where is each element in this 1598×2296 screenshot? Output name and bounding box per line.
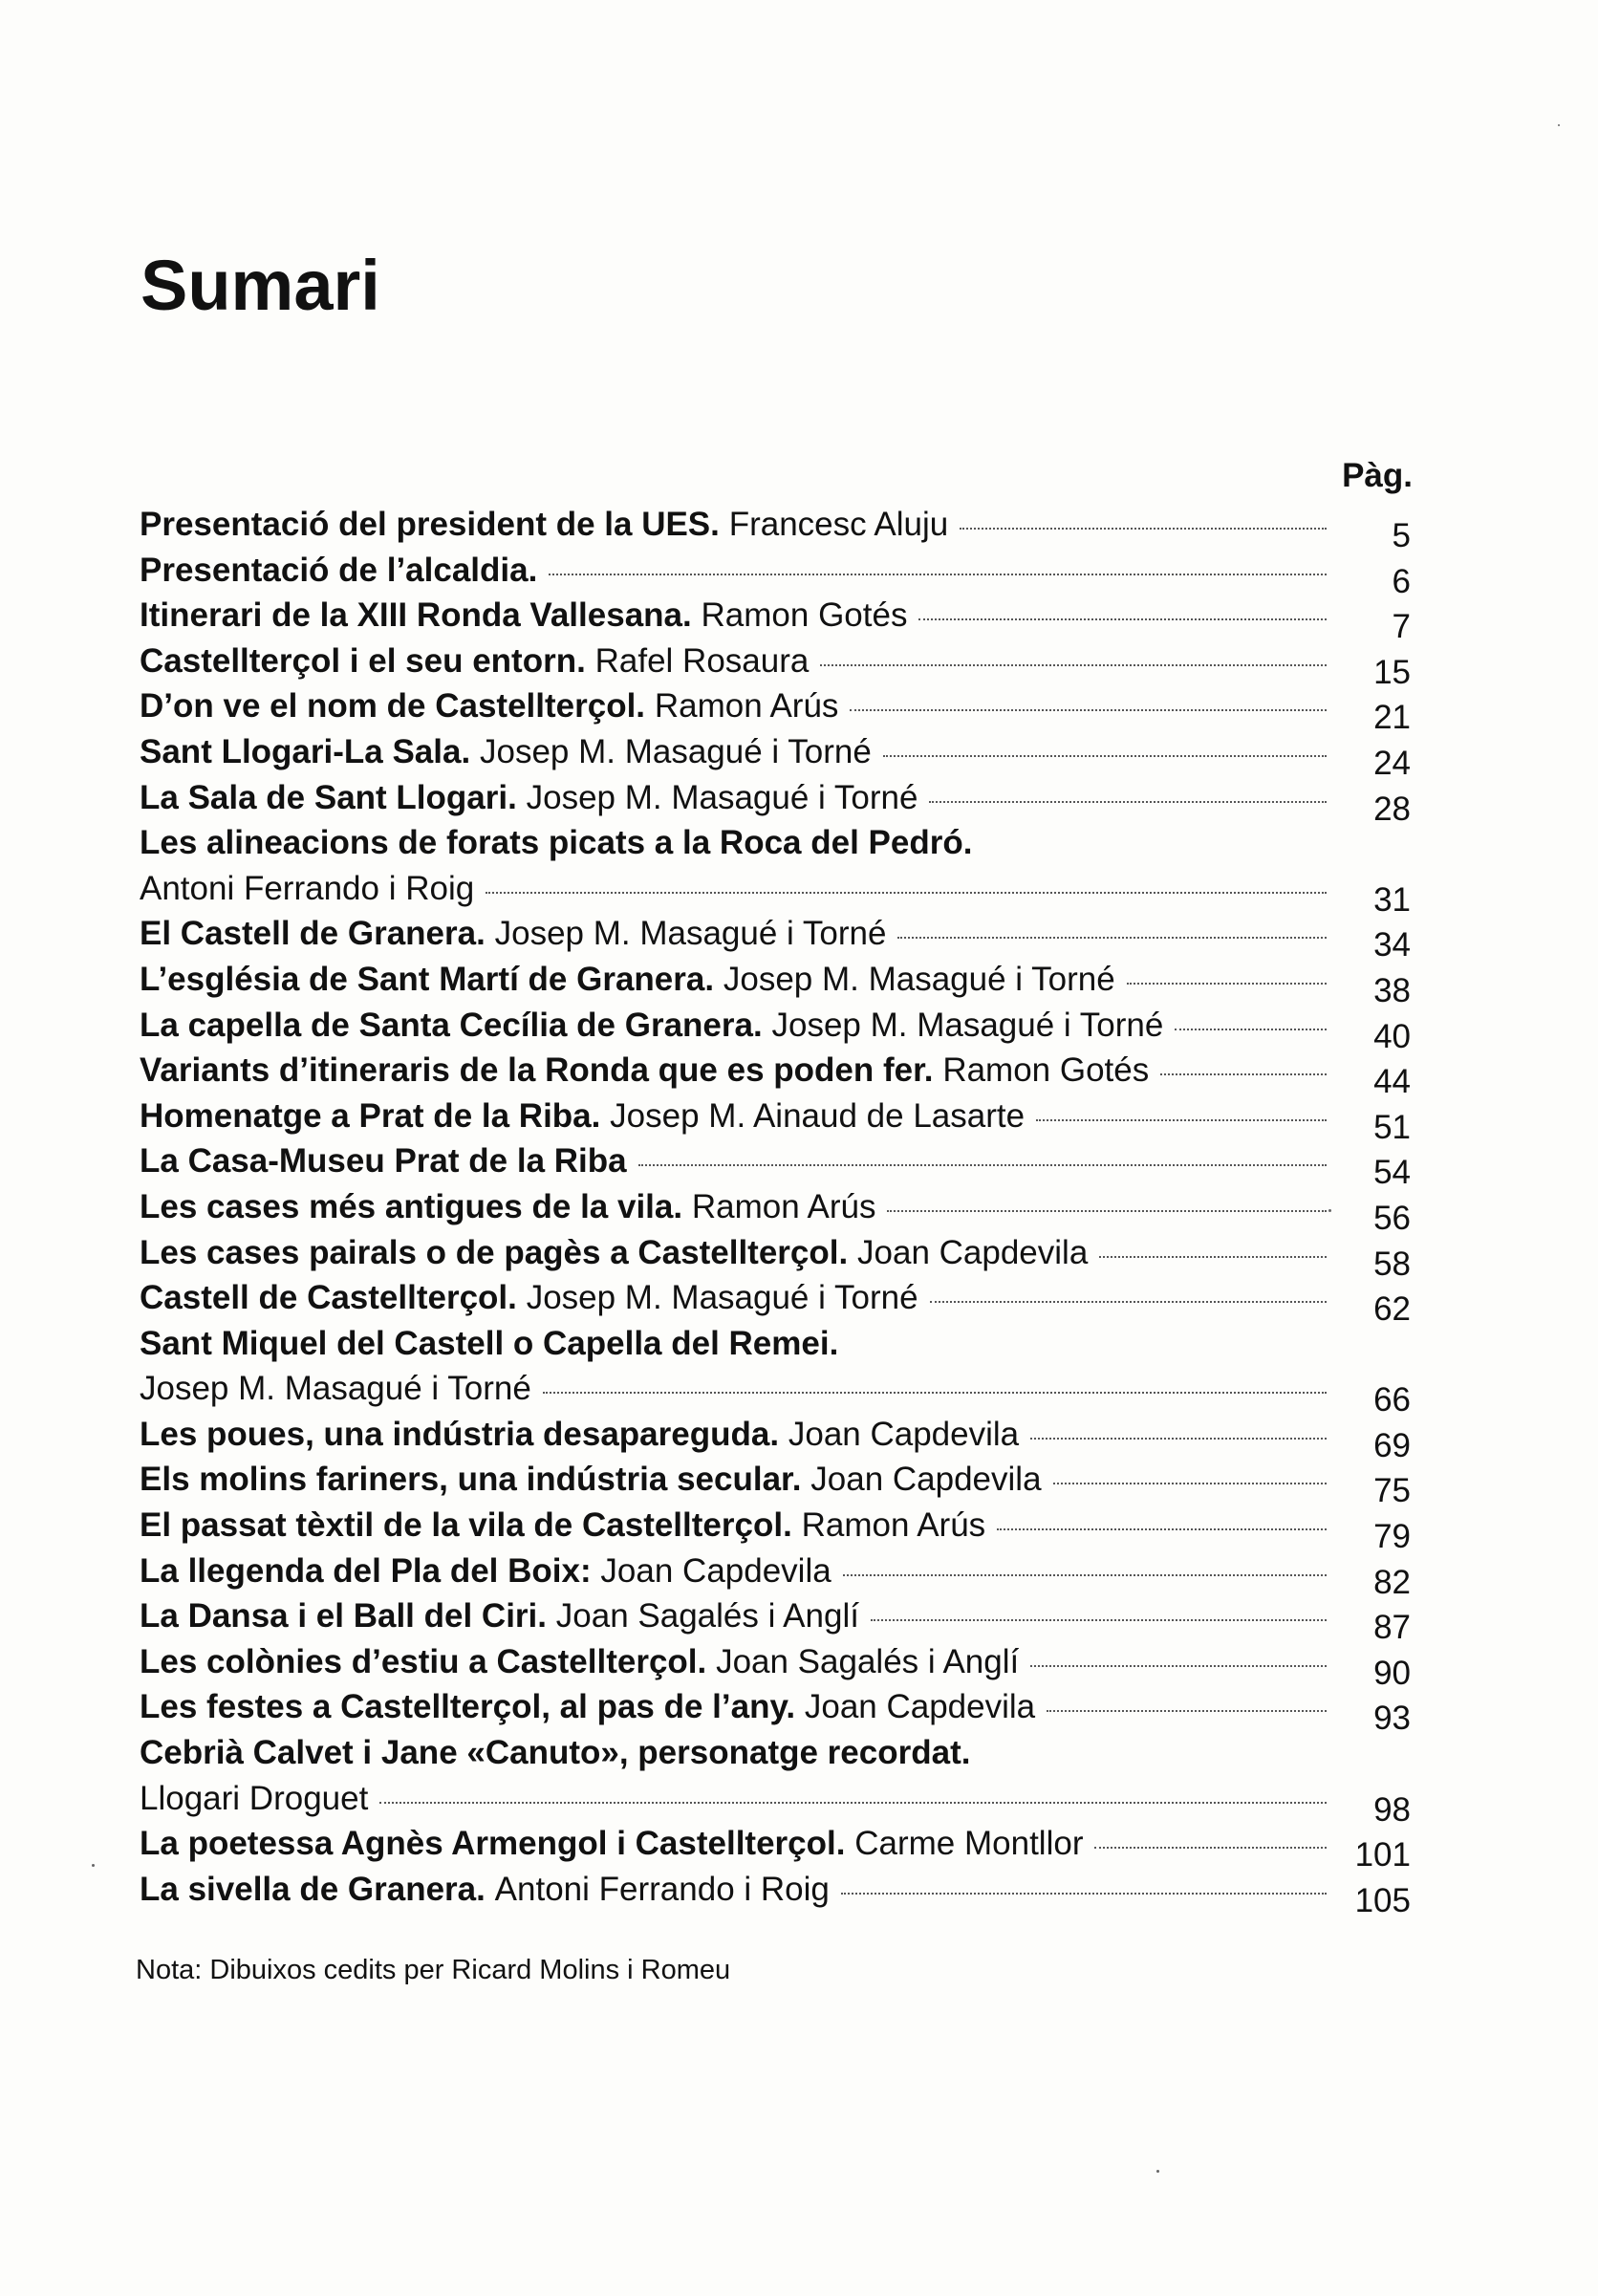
toc-entry-page: 87 (1373, 1609, 1411, 1647)
toc-entry-page: 93 (1373, 1700, 1411, 1738)
table-of-contents (140, 502, 1411, 1919)
toc-entry-title: La poetessa Agnès Armengol i Castellterçol. (140, 1825, 846, 1863)
toc-entry-text (140, 1549, 831, 1594)
toc-entry (140, 775, 1411, 828)
toc-entry-title-line (140, 1321, 1411, 1367)
dot-leader (850, 709, 1327, 711)
toc-entry-page: 79 (1373, 1518, 1411, 1556)
toc-entry-title: La Dansa i el Ball del Ciri. (140, 1597, 547, 1635)
toc-entry-author: Joan Capdevila (810, 1461, 1042, 1499)
dot-leader (820, 664, 1327, 666)
toc-entry-text (140, 639, 809, 684)
dot-leader (1175, 1029, 1327, 1030)
toc-entry-author: Francesc Aluju (728, 506, 949, 543)
toc-entry-title: La Casa-Museu Prat de la Riba (140, 1142, 627, 1180)
dot-leader (883, 755, 1327, 757)
toc-entry-page: 54 (1373, 1154, 1411, 1192)
dot-leader (997, 1528, 1327, 1530)
dot-leader (1160, 1073, 1327, 1075)
toc-entry-page: 69 (1373, 1426, 1411, 1464)
toc-entry-title: Sant Miquel del Castell o Capella del Remei. (140, 1324, 839, 1362)
toc-entry (140, 1003, 1411, 1055)
toc-entry-title: Sant Llogari-La Sala. (140, 732, 471, 770)
toc-entry-page: 101 (1354, 1836, 1411, 1874)
dot-leader (1047, 1710, 1327, 1712)
toc-entry-title: El passat tèxtil de la vila de Castellterçol. (140, 1506, 792, 1545)
toc-entry-author: Ramon Arús (691, 1187, 876, 1225)
toc-entry-title: Itinerari de la XIII Ronda Vallesana. (140, 596, 692, 635)
toc-entry-title: La Sala de Sant Llogari. (140, 778, 517, 816)
toc-entry-author: Ramon Arús (801, 1506, 986, 1545)
toc-entry-text (140, 502, 948, 548)
toc-entry (140, 1776, 1411, 1829)
toc-entry (140, 1230, 1411, 1283)
toc-entry-text (140, 1867, 830, 1913)
toc-entry-text (140, 1639, 1019, 1685)
toc-entry (140, 1684, 1411, 1738)
dot-leader (1127, 983, 1327, 985)
toc-entry-author: Antoni Ferrando i Roig (140, 869, 475, 907)
toc-entry-text (140, 1184, 875, 1230)
toc-entry-text (140, 1230, 1088, 1276)
toc-entry (140, 1094, 1411, 1146)
toc-entry-page: 28 (1373, 790, 1411, 828)
toc-entry-page: 75 (1373, 1472, 1411, 1510)
toc-entry-author: Joan Capdevila (804, 1688, 1036, 1726)
toc-entry-text (140, 1094, 1025, 1139)
toc-entry-author: Josep M. Masagué i Torné (723, 960, 1115, 998)
toc-entry-text (140, 911, 886, 957)
toc-entry-title-line (140, 1730, 1411, 1776)
toc-entry (140, 1503, 1411, 1556)
toc-entry (140, 1457, 1411, 1510)
dot-leader (638, 1164, 1327, 1166)
toc-entry (140, 1639, 1411, 1692)
toc-entry-page: 51 (1373, 1108, 1411, 1146)
toc-entry-text (140, 1412, 1019, 1458)
toc-entry-author: Josep M. Masagué i Torné (526, 778, 918, 816)
toc-entry (140, 593, 1411, 646)
toc-entry-text (140, 1457, 1042, 1503)
toc-entry-title: D’on ve el nom de Castellterçol. (140, 687, 646, 726)
toc-entry-text (140, 548, 537, 594)
toc-entry-page: 62 (1373, 1290, 1411, 1329)
dot-leader (1099, 1256, 1327, 1258)
toc-entry-page: 7 (1392, 608, 1411, 646)
toc-entry-title: Les cases més antigues de la vila. (140, 1187, 683, 1225)
toc-entry-title: Les colònies d’estiu a Castellterçol. (140, 1642, 707, 1680)
toc-entry-text (140, 683, 838, 729)
toc-entry-author: Josep M. Ainaud de Lasarte (610, 1096, 1026, 1135)
toc-entry-text (140, 957, 1115, 1003)
toc-entry (140, 1593, 1411, 1647)
toc-entry-title: Cebrià Calvet i Jane «Canuto», personatge recordat. (140, 1734, 971, 1772)
toc-entry-page: 31 (1373, 880, 1411, 919)
toc-entry (140, 1549, 1411, 1601)
toc-entry-author: Ramon Arús (654, 687, 839, 726)
toc-entry-text (140, 1275, 918, 1321)
dot-leader (549, 574, 1327, 575)
toc-entry-title: La sivella de Granera. (140, 1870, 486, 1908)
dot-leader (1036, 1119, 1327, 1121)
toc-entry-title: Les alineacions de forats picats a la Roca del Pedró. (140, 824, 973, 862)
page-column-header: Pàg. (1342, 457, 1413, 494)
toc-entry-page: 82 (1373, 1563, 1411, 1601)
toc-entry (140, 639, 1411, 691)
toc-entry-title: Les poues, una indústria desapareguda. (140, 1415, 780, 1453)
toc-entry-page: 6 (1392, 562, 1411, 600)
toc-entry-text (140, 1593, 859, 1639)
toc-entry-title: Homenatge a Prat de la Riba. (140, 1096, 601, 1135)
toc-entry-title: Les cases pairals o de pagès a Castellterçol. (140, 1233, 849, 1271)
toc-entry-author: Joan Capdevila (600, 1551, 831, 1590)
toc-entry-page: 38 (1373, 971, 1411, 1009)
toc-entry-title-line (140, 820, 1411, 866)
toc-entry (140, 1138, 1411, 1192)
toc-entry-author: Joan Capdevila (788, 1415, 1020, 1453)
dot-leader (929, 801, 1327, 803)
toc-entry-author: Carme Montllor (854, 1825, 1084, 1863)
toc-entry-title: L’església de Sant Martí de Granera. (140, 960, 715, 998)
toc-entry (140, 1275, 1411, 1329)
dot-leader (543, 1392, 1327, 1394)
toc-entry-title: El Castell de Granera. (140, 915, 486, 953)
toc-entry (140, 866, 1411, 919)
dot-leader (486, 892, 1327, 894)
toc-entry-title: Presentació de l’alcaldia. (140, 551, 538, 589)
toc-entry (140, 1184, 1411, 1237)
toc-entry-author: Antoni Ferrando i Roig (494, 1870, 830, 1908)
toc-entry-text (140, 729, 872, 775)
toc-entry-title: Els molins fariners, una indústria secular. (140, 1461, 802, 1499)
scan-speck (92, 1864, 95, 1867)
toc-entry-title: Castell de Castellterçol. (140, 1279, 517, 1317)
toc-entry-text (140, 775, 918, 821)
page-title: Sumari (140, 246, 380, 325)
toc-entry-author: Josep M. Masagué i Torné (494, 915, 887, 953)
dot-leader (930, 1301, 1327, 1303)
toc-entry-title: Castellterçol i el seu entorn. (140, 641, 586, 680)
dot-leader (841, 1893, 1327, 1895)
toc-entry (140, 548, 1411, 600)
toc-entry-text (140, 1684, 1035, 1730)
toc-entry (140, 911, 1411, 964)
toc-entry-author: Ramon Gotés (701, 596, 908, 635)
footnote: Nota: Dibuixos cedits per Ricard Molins i Romeu (136, 1955, 731, 1985)
toc-entry (140, 1366, 1411, 1419)
toc-entry-text (140, 1138, 627, 1184)
dot-leader (871, 1619, 1327, 1621)
toc-entry-page: 15 (1373, 653, 1411, 691)
toc-entry-title: La llegenda del Pla del Boix: (140, 1551, 592, 1590)
toc-entry-text (140, 1821, 1083, 1867)
toc-entry-page: 21 (1373, 699, 1411, 737)
scan-speck (1328, 1209, 1331, 1212)
toc-entry-title: Variants d’itineraris de la Ronda que es poden fer. (140, 1051, 934, 1090)
dot-leader (1053, 1483, 1327, 1484)
scan-speck (1558, 124, 1560, 126)
dot-leader (379, 1802, 1327, 1804)
toc-entry-text (140, 1503, 985, 1549)
toc-entry (140, 683, 1411, 737)
toc-entry (140, 957, 1411, 1009)
dot-leader (843, 1574, 1327, 1576)
toc-entry-author: Ramon Gotés (942, 1051, 1150, 1090)
dot-leader (960, 528, 1327, 530)
toc-entry-page: 5 (1392, 517, 1411, 554)
toc-entry-text (140, 1048, 1149, 1094)
toc-entry-title: Les festes a Castellterçol, al pas de l’any. (140, 1688, 796, 1726)
scan-speck (1156, 2170, 1159, 2173)
toc-entry (140, 1048, 1411, 1101)
toc-entry-author: Joan Sagalés i Anglí (555, 1597, 859, 1635)
toc-entry-author: Josep M. Masagué i Torné (771, 1006, 1164, 1044)
toc-entry-page: 98 (1373, 1790, 1411, 1829)
toc-entry-page: 105 (1354, 1881, 1411, 1919)
toc-entry-author: Rafel Rosaura (594, 641, 810, 680)
toc-entry-page: 40 (1373, 1017, 1411, 1055)
toc-entry (140, 502, 1411, 554)
toc-entry-page: 44 (1373, 1063, 1411, 1101)
toc-entry-page: 66 (1373, 1381, 1411, 1419)
toc-entry-text (140, 593, 907, 639)
toc-entry (140, 1867, 1411, 1919)
toc-entry-page: 58 (1373, 1245, 1411, 1283)
toc-entry (140, 729, 1411, 782)
toc-entry-author: Josep M. Masagué i Torné (140, 1370, 531, 1408)
toc-entry-author: Josep M. Masagué i Torné (480, 732, 872, 770)
toc-entry-author: Joan Sagalés i Anglí (716, 1642, 1020, 1680)
dot-leader (897, 937, 1327, 939)
dot-leader (1030, 1665, 1327, 1667)
dot-leader (918, 618, 1327, 620)
dot-leader (887, 1210, 1327, 1212)
toc-entry (140, 1412, 1411, 1464)
toc-entry-author: Llogari Droguet (140, 1779, 369, 1817)
toc-entry (140, 1821, 1411, 1874)
toc-entry-page: 56 (1373, 1199, 1411, 1237)
toc-entry-author: Josep M. Masagué i Torné (526, 1279, 918, 1317)
toc-entry-author: Joan Capdevila (857, 1233, 1089, 1271)
dot-leader (1094, 1847, 1327, 1849)
dot-leader (1030, 1438, 1327, 1440)
toc-entry-page: 90 (1373, 1654, 1411, 1692)
toc-entry-text (140, 1003, 1163, 1049)
toc-entry-title: Presentació del president de la UES. (140, 506, 720, 543)
toc-entry-page: 24 (1373, 744, 1411, 782)
toc-entry-page: 34 (1373, 926, 1411, 964)
toc-entry-title: La capella de Santa Cecília de Granera. (140, 1006, 763, 1044)
